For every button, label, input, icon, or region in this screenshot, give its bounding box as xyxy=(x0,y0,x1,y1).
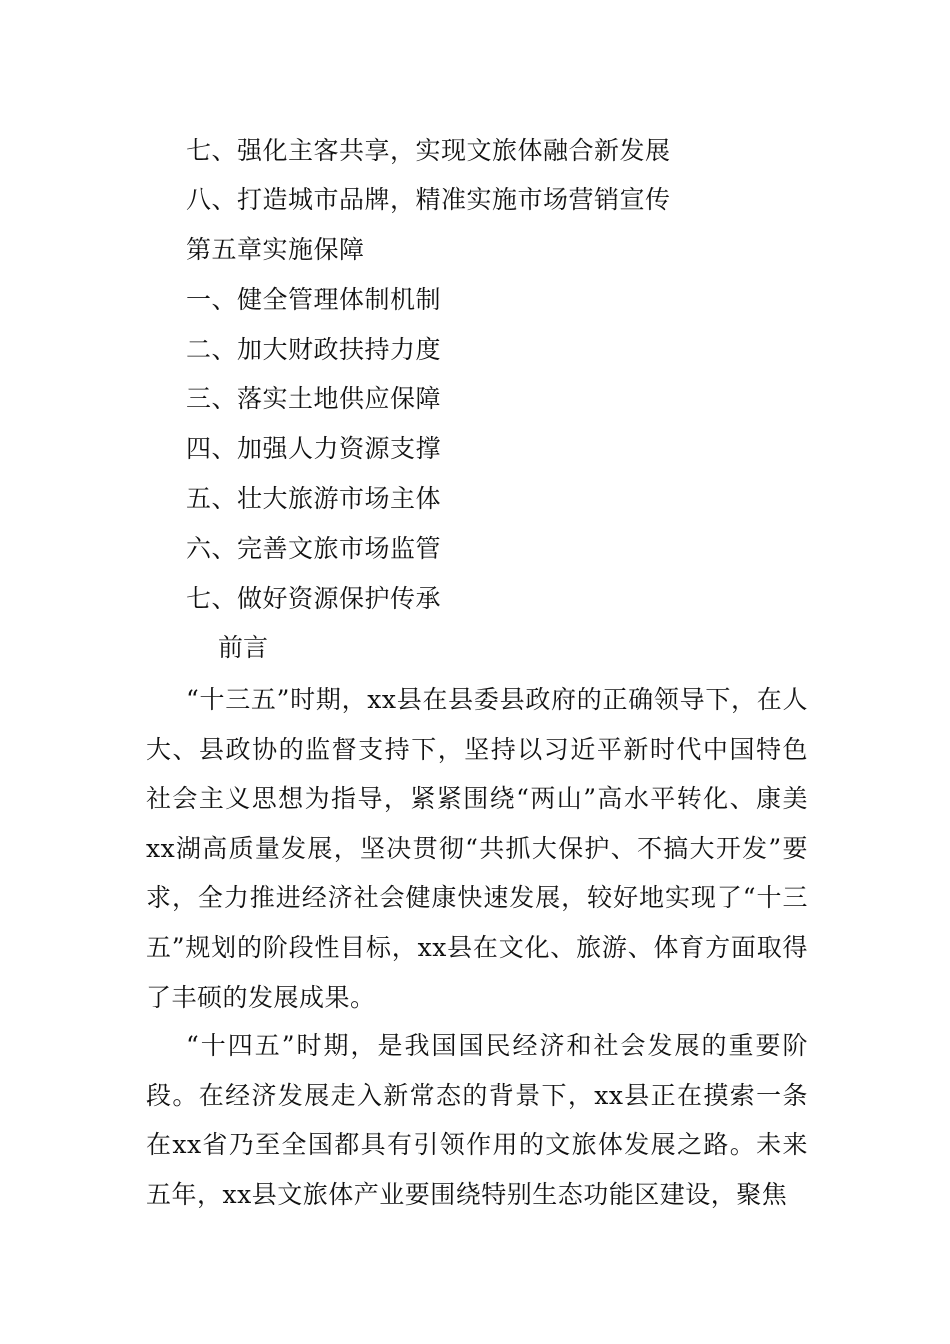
body-paragraph: “十三五”时期，xx县在县委县政府的正确领导下，在人大、县政协的监督支持下，坚持以习近平新时代中国特色社会主义思想为指导，紧紧围绕“两山”高水平转化、康美xx湖高质量发展，坚决贯彻“共抓大保护、不搞大开发”要求，全力推进经济社会健康快速发展，较好地实现了“十三五”规划的阶段性目标，xx县在文化、旅游、体育方面取得了丰硕的发展成果。 xyxy=(146,685,808,1012)
chapter-heading: 第五章实施保障 xyxy=(186,235,365,264)
outline-item: 一、健全管理体制机制 xyxy=(186,285,442,314)
outline-item: 四、加强人力资源支撑 xyxy=(186,434,442,463)
outline-item: 七、强化主客共享，实现文旅体融合新发展 xyxy=(186,136,671,165)
preface-title: 前言 xyxy=(218,633,269,662)
outline-item: 七、做好资源保护传承 xyxy=(186,584,442,613)
outline-item: 八、打造城市品牌，精准实施市场营销宣传 xyxy=(186,185,671,214)
outline-item: 六、完善文旅市场监管 xyxy=(186,534,442,563)
outline-item: 五、壮大旅游市场主体 xyxy=(186,484,442,513)
outline-item: 三、落实土地供应保障 xyxy=(186,384,442,413)
outline-item: 二、加大财政扶持力度 xyxy=(186,335,442,364)
body-paragraph: “十四五”时期，是我国国民经济和社会发展的重要阶段。在经济发展走入新常态的背景下，xx县正在摸索一条在xx省乃至全国都具有引领作用的文旅体发展之路。未来五年，xx县文旅体产业要围绕特别生态功能区建设，聚焦 xyxy=(146,1031,808,1209)
